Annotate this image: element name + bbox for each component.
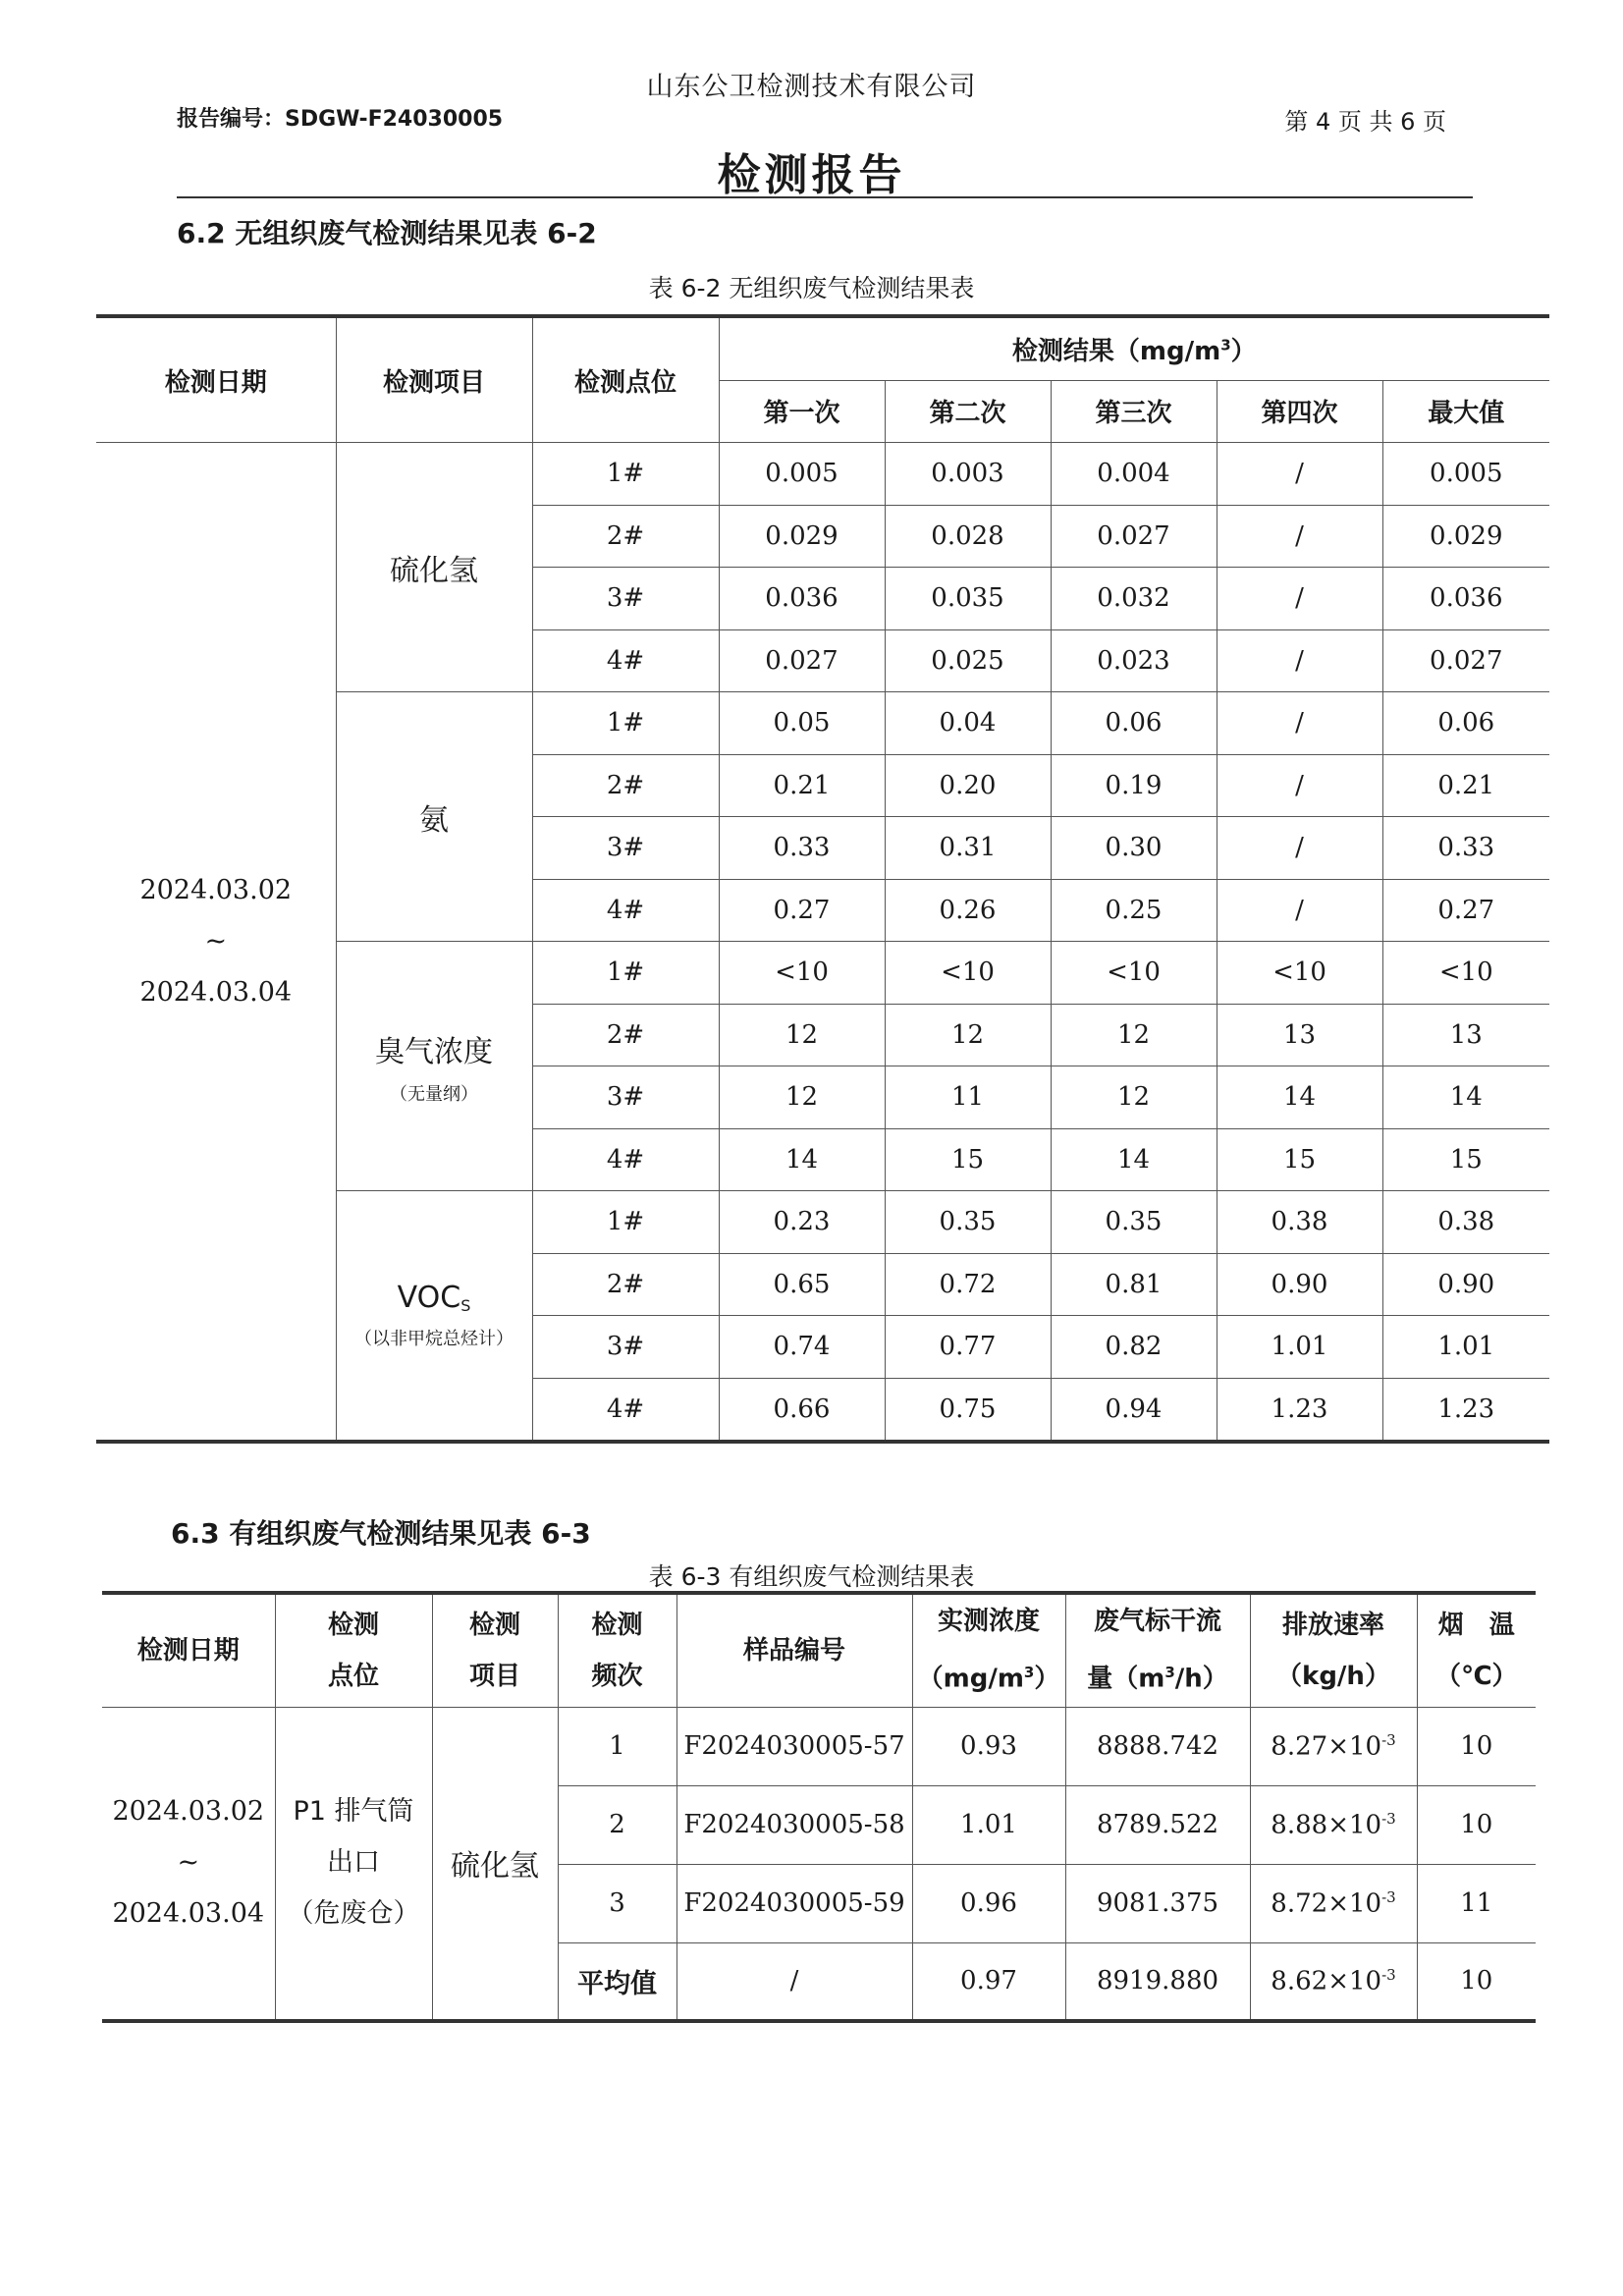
rate-exp: -3 bbox=[1381, 1809, 1396, 1828]
item-name: VOC bbox=[397, 1281, 461, 1315]
item-name-cell bbox=[336, 942, 532, 1191]
value-cell: 0.90 bbox=[1217, 1253, 1382, 1316]
value-cell: 0.82 bbox=[1051, 1316, 1217, 1379]
table-row bbox=[96, 443, 1549, 506]
value-cell: / bbox=[1217, 817, 1382, 880]
value-cell: 0.94 bbox=[1051, 1378, 1217, 1442]
t3-header-freq bbox=[558, 1593, 676, 1707]
value-cell: 0.38 bbox=[1217, 1191, 1382, 1254]
value-cell: 1.23 bbox=[1217, 1378, 1382, 1442]
item-name: 臭气浓度 bbox=[375, 1034, 493, 1069]
header-result-sup: 3 bbox=[1220, 336, 1231, 355]
t3-header-point bbox=[275, 1593, 432, 1707]
value-cell: 0.029 bbox=[719, 505, 885, 568]
value-cell: 0.032 bbox=[1051, 568, 1217, 630]
t3-header-flow-l2: 量（m bbox=[1087, 1665, 1165, 1695]
value-cell: <10 bbox=[885, 942, 1051, 1005]
value-cell: 13 bbox=[1382, 1004, 1549, 1066]
point-cell bbox=[275, 1707, 432, 2021]
table-6-3 bbox=[102, 1591, 1536, 2023]
temp-cell: 10 bbox=[1417, 1707, 1536, 1785]
date-range-line: 2024.03.02 bbox=[112, 1796, 265, 1828]
point-cell: 2# bbox=[532, 1004, 719, 1066]
item-name-cell bbox=[336, 692, 532, 942]
date-range-line: ~ bbox=[177, 1847, 200, 1879]
point-cell: 2# bbox=[532, 754, 719, 817]
rate-cell bbox=[1250, 1707, 1417, 1785]
rate-mantissa: 8.72 bbox=[1271, 1888, 1328, 1919]
header-result bbox=[719, 316, 1549, 380]
header-max: 最大值 bbox=[1382, 380, 1549, 443]
page-info: 第 4 页 共 6 页 bbox=[1284, 108, 1446, 136]
value-cell: 0.26 bbox=[885, 879, 1051, 942]
t3-header-temp-l2: （℃） bbox=[1435, 1661, 1518, 1691]
item-name-subscript: S bbox=[460, 1296, 471, 1315]
point-line: P1 排气筒 bbox=[293, 1796, 414, 1828]
t3-header-flow-l2b: /h） bbox=[1174, 1665, 1228, 1695]
value-cell: 0.003 bbox=[885, 443, 1051, 506]
value-cell: 0.21 bbox=[719, 754, 885, 817]
conc-cell: 0.93 bbox=[912, 1707, 1065, 1785]
avg-flow: 8919.880 bbox=[1065, 1942, 1250, 2021]
point-line: （危废仓） bbox=[287, 1898, 420, 1930]
value-cell: 14 bbox=[1051, 1128, 1217, 1191]
rate-mantissa: 8.88 bbox=[1271, 1810, 1328, 1840]
value-cell: 0.25 bbox=[1051, 879, 1217, 942]
avg-temp: 10 bbox=[1417, 1942, 1536, 2021]
t3-header-sample: 样品编号 bbox=[676, 1593, 912, 1707]
value-cell: 1.23 bbox=[1382, 1378, 1549, 1442]
value-cell: 0.38 bbox=[1382, 1191, 1549, 1254]
t3-header-rate bbox=[1250, 1593, 1417, 1707]
conc-cell: 0.96 bbox=[912, 1864, 1065, 1942]
header-round-4: 第四次 bbox=[1217, 380, 1382, 443]
t3-header-point-l2: 点位 bbox=[327, 1661, 379, 1691]
t3-header-conc-sup: 3 bbox=[1023, 1664, 1035, 1682]
value-cell: 0.27 bbox=[1382, 879, 1549, 942]
t3-header-conc bbox=[912, 1593, 1065, 1707]
value-cell: 14 bbox=[719, 1128, 885, 1191]
value-cell: <10 bbox=[719, 942, 885, 1005]
conc-cell: 1.01 bbox=[912, 1785, 1065, 1864]
value-cell: 13 bbox=[1217, 1004, 1382, 1066]
table-6-2-caption: 表 6-2 无组织废气检测结果表 bbox=[648, 274, 975, 302]
value-cell: <10 bbox=[1382, 942, 1549, 1005]
value-cell: 0.036 bbox=[1382, 568, 1549, 630]
t3-header-rate-l2: （kg/h） bbox=[1276, 1661, 1390, 1691]
company-name: 山东公卫检测技术有限公司 bbox=[646, 72, 977, 102]
item-cell: 硫化氢 bbox=[432, 1707, 558, 2021]
header-point: 检测点位 bbox=[532, 316, 719, 443]
point-cell: 2# bbox=[532, 1253, 719, 1316]
header-round-3: 第三次 bbox=[1051, 380, 1217, 443]
table-6-2 bbox=[96, 314, 1549, 1444]
t3-header-item bbox=[432, 1593, 558, 1707]
header-result-close: ） bbox=[1230, 336, 1257, 366]
sample-id-cell: F2024030005-57 bbox=[676, 1707, 912, 1785]
header-divider bbox=[177, 196, 1473, 198]
value-cell: 0.005 bbox=[719, 443, 885, 506]
value-cell: 0.004 bbox=[1051, 443, 1217, 506]
t3-header-temp bbox=[1417, 1593, 1536, 1707]
avg-rate bbox=[1250, 1942, 1417, 2021]
section-6-3-heading: 6.3 有组织废气检测结果见表 6-3 bbox=[171, 1517, 591, 1550]
item-name: 氨 bbox=[419, 802, 449, 838]
point-cell: 1# bbox=[532, 1191, 719, 1254]
date-range-line: 2024.03.04 bbox=[112, 1898, 265, 1930]
t3-header-date: 检测日期 bbox=[102, 1593, 275, 1707]
rate-cell bbox=[1250, 1864, 1417, 1942]
value-cell: 0.90 bbox=[1382, 1253, 1549, 1316]
rate-exp: -3 bbox=[1381, 1965, 1396, 1984]
rate-exp-base: ×10 bbox=[1327, 1888, 1382, 1919]
value-cell: / bbox=[1217, 879, 1382, 942]
value-cell: 0.35 bbox=[885, 1191, 1051, 1254]
rate-mantissa: 8.62 bbox=[1271, 1966, 1328, 1996]
rate-exp: -3 bbox=[1381, 1887, 1396, 1906]
value-cell: 0.33 bbox=[719, 817, 885, 880]
value-cell: 0.72 bbox=[885, 1253, 1051, 1316]
point-cell: 1# bbox=[532, 942, 719, 1005]
rate-exp-base: ×10 bbox=[1327, 1966, 1382, 1996]
value-cell: 12 bbox=[1051, 1004, 1217, 1066]
flow-cell: 8789.522 bbox=[1065, 1785, 1250, 1864]
date-range-line: ~ bbox=[204, 925, 228, 957]
value-cell: 12 bbox=[1051, 1066, 1217, 1129]
avg-label: 平均值 bbox=[558, 1942, 676, 2021]
t3-header-freq-l1: 检测 bbox=[591, 1610, 643, 1640]
value-cell: 0.028 bbox=[885, 505, 1051, 568]
value-cell: 0.05 bbox=[719, 692, 885, 755]
value-cell: 0.75 bbox=[885, 1378, 1051, 1442]
value-cell: / bbox=[1217, 692, 1382, 755]
value-cell: 0.06 bbox=[1051, 692, 1217, 755]
value-cell: 0.19 bbox=[1051, 754, 1217, 817]
document-title: 检测报告 bbox=[717, 150, 906, 200]
value-cell: 0.65 bbox=[719, 1253, 885, 1316]
t3-header-flow-l1: 废气标干流 bbox=[1093, 1607, 1221, 1637]
freq-cell: 3 bbox=[558, 1864, 676, 1942]
point-line: 出口 bbox=[327, 1847, 380, 1879]
rate-cell bbox=[1250, 1785, 1417, 1864]
date-range-cell bbox=[102, 1707, 275, 2021]
t3-header-conc-l2: （mg/m bbox=[917, 1665, 1024, 1695]
value-cell: 0.23 bbox=[719, 1191, 885, 1254]
value-cell: 15 bbox=[885, 1128, 1051, 1191]
value-cell: 12 bbox=[885, 1004, 1051, 1066]
avg-conc: 0.97 bbox=[912, 1942, 1065, 2021]
value-cell: / bbox=[1217, 629, 1382, 692]
value-cell: 0.77 bbox=[885, 1316, 1051, 1379]
value-cell: 0.74 bbox=[719, 1316, 885, 1379]
header-round-1: 第一次 bbox=[719, 380, 885, 443]
rate-exp: -3 bbox=[1381, 1730, 1396, 1749]
value-cell: 0.025 bbox=[885, 629, 1051, 692]
header-result-text: 检测结果（mg/m bbox=[1011, 336, 1221, 366]
value-cell: 11 bbox=[885, 1066, 1051, 1129]
table-row bbox=[102, 1707, 1536, 1785]
value-cell: / bbox=[1217, 505, 1382, 568]
value-cell: 0.005 bbox=[1382, 443, 1549, 506]
value-cell: 0.30 bbox=[1051, 817, 1217, 880]
t3-header-item-l1: 检测 bbox=[468, 1610, 520, 1640]
value-cell: 0.27 bbox=[719, 879, 885, 942]
value-cell: 0.027 bbox=[719, 629, 885, 692]
flow-cell: 9081.375 bbox=[1065, 1864, 1250, 1942]
value-cell: 14 bbox=[1382, 1066, 1549, 1129]
point-cell: 3# bbox=[532, 1066, 719, 1129]
t3-header-freq-l2: 频次 bbox=[591, 1661, 643, 1691]
value-cell: 0.06 bbox=[1382, 692, 1549, 755]
point-cell: 1# bbox=[532, 443, 719, 506]
flow-cell: 8888.742 bbox=[1065, 1707, 1250, 1785]
item-name-cell bbox=[336, 1191, 532, 1443]
value-cell: 0.023 bbox=[1051, 629, 1217, 692]
value-cell: 12 bbox=[719, 1004, 885, 1066]
value-cell: 0.33 bbox=[1382, 817, 1549, 880]
value-cell: 0.036 bbox=[719, 568, 885, 630]
rate-exp-base: ×10 bbox=[1327, 1810, 1382, 1840]
avg-sample: / bbox=[676, 1942, 912, 2021]
temp-cell: 11 bbox=[1417, 1864, 1536, 1942]
value-cell: 14 bbox=[1217, 1066, 1382, 1129]
date-range-line: 2024.03.04 bbox=[139, 976, 293, 1008]
value-cell: 0.027 bbox=[1051, 505, 1217, 568]
freq-cell: 2 bbox=[558, 1785, 676, 1864]
item-name: 硫化氢 bbox=[390, 553, 478, 588]
header-item: 检测项目 bbox=[336, 316, 532, 443]
report-number: 报告编号：SDGW-F24030005 bbox=[177, 107, 504, 132]
table-6-3-body bbox=[102, 1707, 1536, 2021]
value-cell: 15 bbox=[1382, 1128, 1549, 1191]
point-cell: 2# bbox=[532, 505, 719, 568]
t3-header-flow-sup: 3 bbox=[1164, 1664, 1175, 1682]
value-cell: 15 bbox=[1217, 1128, 1382, 1191]
point-cell: 3# bbox=[532, 1316, 719, 1379]
t3-header-rate-l1: 排放速率 bbox=[1281, 1610, 1384, 1640]
date-range-line: 2024.03.02 bbox=[139, 874, 293, 905]
value-cell: 0.35 bbox=[1051, 1191, 1217, 1254]
point-cell: 4# bbox=[532, 1378, 719, 1442]
point-cell: 1# bbox=[532, 692, 719, 755]
value-cell: 12 bbox=[719, 1066, 885, 1129]
t3-header-item-l2: 项目 bbox=[468, 1661, 520, 1691]
point-cell: 4# bbox=[532, 879, 719, 942]
value-cell: 0.035 bbox=[885, 568, 1051, 630]
value-cell: 1.01 bbox=[1382, 1316, 1549, 1379]
value-cell: 0.81 bbox=[1051, 1253, 1217, 1316]
temp-cell: 10 bbox=[1417, 1785, 1536, 1864]
item-name-cell bbox=[336, 443, 532, 692]
table-6-2-body bbox=[96, 443, 1549, 1443]
value-cell: 0.04 bbox=[885, 692, 1051, 755]
freq-cell: 1 bbox=[558, 1707, 676, 1785]
item-note: （无量纲） bbox=[390, 1083, 478, 1105]
value-cell: 0.21 bbox=[1382, 754, 1549, 817]
value-cell: 0.66 bbox=[719, 1378, 885, 1442]
value-cell: 0.027 bbox=[1382, 629, 1549, 692]
t3-header-flow bbox=[1065, 1593, 1250, 1707]
point-cell: 3# bbox=[532, 817, 719, 880]
item-note: （以非甲烷总烃计） bbox=[354, 1329, 514, 1349]
value-cell: / bbox=[1217, 754, 1382, 817]
t3-header-temp-l1: 烟 温 bbox=[1437, 1610, 1515, 1640]
value-cell: 0.20 bbox=[885, 754, 1051, 817]
header-round-2: 第二次 bbox=[885, 380, 1051, 443]
rate-mantissa: 8.27 bbox=[1271, 1731, 1328, 1762]
value-cell: 0.029 bbox=[1382, 505, 1549, 568]
t3-header-point-l1: 检测 bbox=[327, 1610, 379, 1640]
value-cell: / bbox=[1217, 443, 1382, 506]
point-cell: 3# bbox=[532, 568, 719, 630]
sample-id-cell: F2024030005-59 bbox=[676, 1864, 912, 1942]
value-cell: / bbox=[1217, 568, 1382, 630]
rate-exp-base: ×10 bbox=[1327, 1731, 1382, 1762]
t3-header-conc-l2b: ） bbox=[1034, 1665, 1060, 1695]
table-6-3-caption: 表 6-3 有组织废气检测结果表 bbox=[648, 1562, 975, 1591]
header-date: 检测日期 bbox=[96, 316, 336, 443]
value-cell: <10 bbox=[1051, 942, 1217, 1005]
sample-id-cell: F2024030005-58 bbox=[676, 1785, 912, 1864]
point-cell: 4# bbox=[532, 629, 719, 692]
value-cell: 0.31 bbox=[885, 817, 1051, 880]
section-6-2-heading: 6.2 无组织废气检测结果见表 6-2 bbox=[177, 217, 597, 249]
value-cell: <10 bbox=[1217, 942, 1382, 1005]
value-cell: 1.01 bbox=[1217, 1316, 1382, 1379]
date-range-cell bbox=[96, 443, 336, 1443]
point-cell: 4# bbox=[532, 1128, 719, 1191]
t3-header-conc-l1: 实测浓度 bbox=[937, 1607, 1040, 1637]
